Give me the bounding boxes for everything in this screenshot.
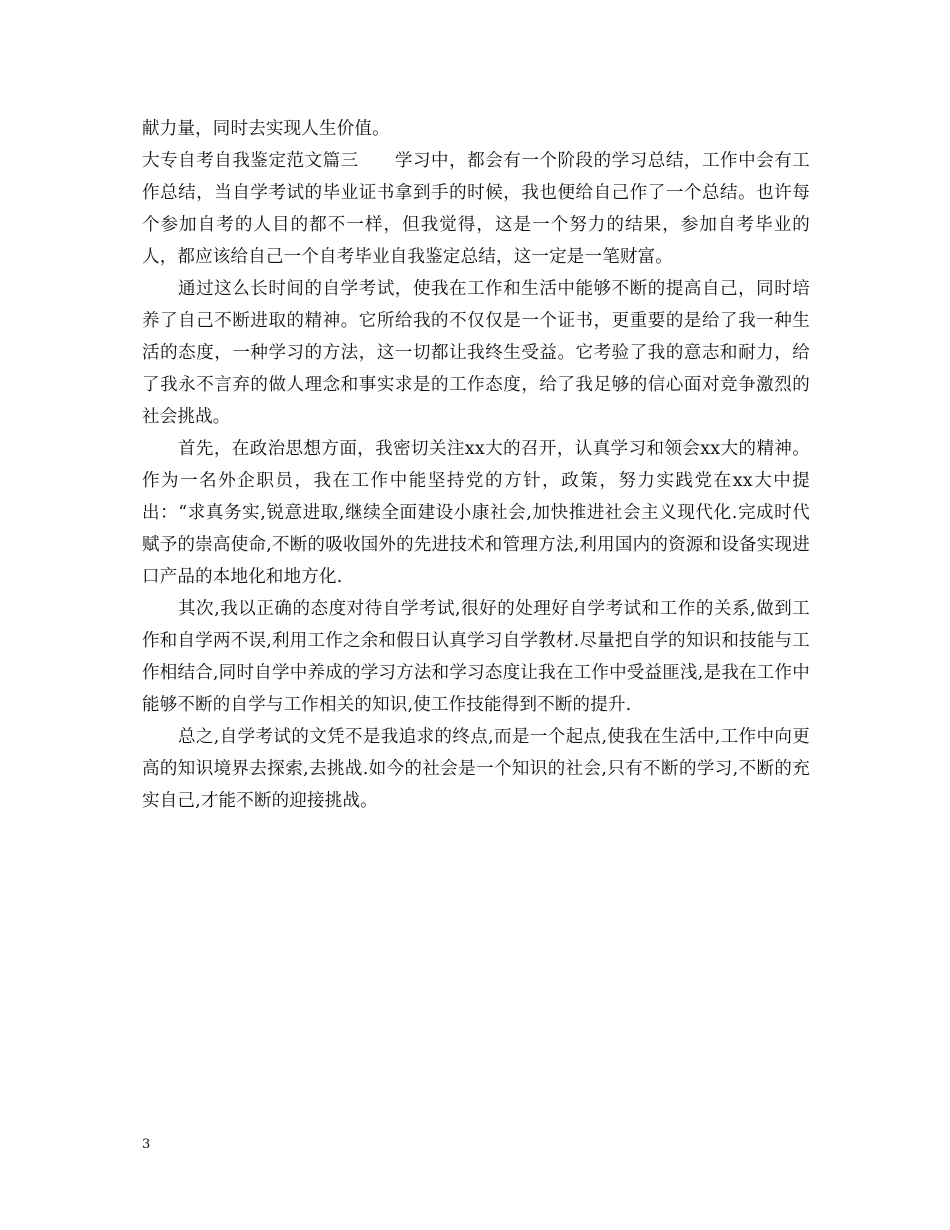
paragraph-6: 总之,自学考试的文凭不是我追求的终点,而是一个起点,使我在生活中,工作中向更高的知识境界去探索,去挑战.如今的社会是一个知识的社会,只有不断的学习,不断的充实自己,才能不断的迎接挑战。 (142, 727, 810, 811)
paragraph-1: 献力量，同时去实现人生价值。 (142, 119, 390, 139)
paragraph-5: 其次,我以正确的态度对待自学考试,很好的处理好自学考试和工作的关系,做到工作和自学两不误,利用工作之余和假日认真学习自学教材.尽量把自学的知识和技能与工作相结合,同时自学中养成的学习方法和学习态度让我在工作中受益匪浅,是我在工作中能够不断的自学与工作相关的知识,使工作技能得到不断的提升. (142, 599, 810, 715)
page-number: 3 (142, 1137, 151, 1152)
document-body (142, 113, 810, 817)
paragraph-4: 首先，在政治思想方面，我密切关注xx大的召开，认真学习和领会xx大的精神。作为一名外企职员，我在工作中能坚持党的方针，政策，努力实践党在xx大中提出：“求真务实,锐意进取,继续全面建设小康社会,加快推进社会主义现代化.完成时代赋予的崇高使命,不断的吸收国外的先进技术和管理方法,利用国内的资源和设备实现进口产品的本地化和地方化. (142, 439, 810, 587)
paragraph-3: 通过这么长时间的自学考试，使我在工作和生活中能够不断的提高自己，同时培养了自己不断进取的精神。它所给我的不仅仅是一个证书，更重要的是给了我一种生活的态度，一种学习的方法，这一切都让我终生受益。它考验了我的意志和耐力，给了我永不言弃的做人理念和事实求是的工作态度，给了我足够的信心面对竞争激烈的社会挑战。 (142, 279, 810, 427)
paragraph-2: 大专自考自我鉴定范文篇三 学习中，都会有一个阶段的学习总结，工作中会有工作总结，当自学考试的毕业证书拿到手的时候，我也便给自己作了一个总结。也许每个参加自考的人目的都不一样，但我觉得，这是一个努力的结果，参加自考毕业的人，都应该给自己一个自考毕业自我鉴定总结，这一定是一笔财富。 (142, 151, 810, 267)
